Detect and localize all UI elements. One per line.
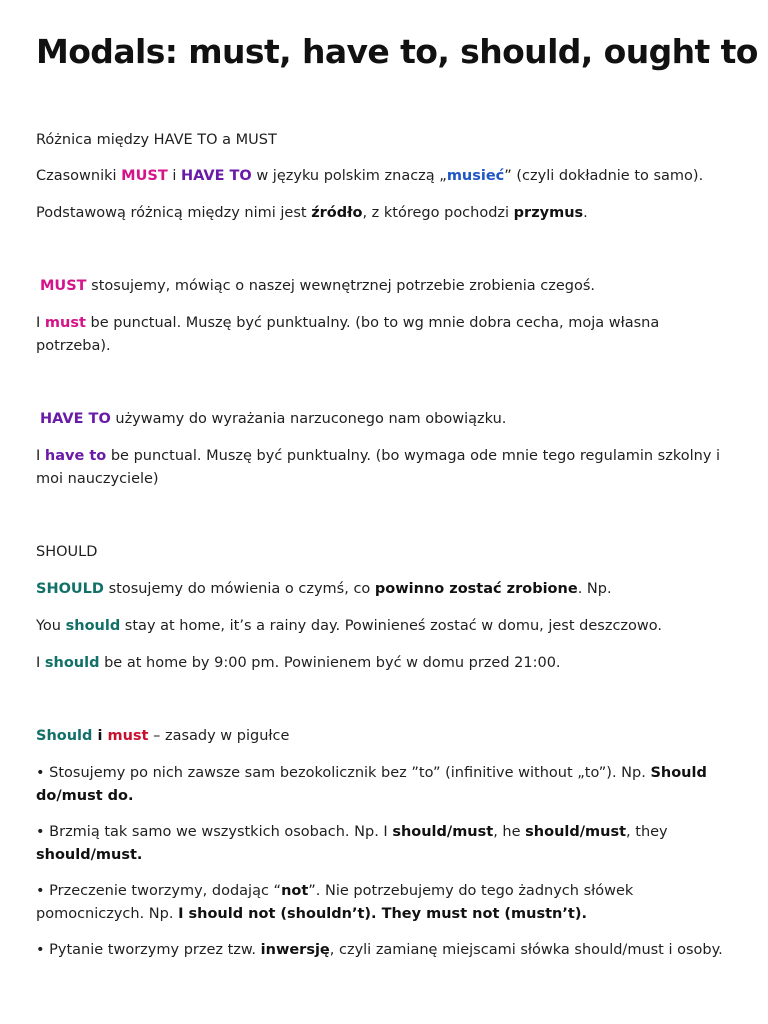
bullet-question	[36, 939, 726, 962]
keyword-must: must	[44, 315, 86, 331]
keyword-should: SHOULD	[36, 581, 104, 597]
text: be punctual. Muszę być punktualny. (bo wymaga ode mnie tego regulamin szkolny i moi nauczyciele)	[36, 448, 721, 487]
text: • Stosujemy po nich zawsze sam bezokolicznik bez ”to” (infinitive without „to”). Np.	[36, 765, 651, 781]
paragraph-difference	[36, 202, 726, 225]
text: w języku polskim znaczą „	[251, 168, 447, 184]
text: be at home by 9:00 pm. Powinienem być w domu przed 21:00.	[99, 655, 561, 671]
text: I	[36, 655, 45, 671]
keyword-have-to: have to	[44, 448, 107, 464]
text: Podstawową różnicą między nimi jest	[36, 205, 312, 221]
keyword-must: MUST	[121, 168, 168, 184]
example-should-2	[36, 652, 726, 675]
text: be punctual. Muszę być punktualny. (bo to wg mnie dobra cecha, moja własna potrzeba).	[36, 315, 660, 354]
text: I	[36, 448, 45, 464]
text: I	[36, 315, 45, 331]
text: • Pytanie tworzymy przez tzw.	[36, 942, 261, 958]
text: ” (czyli dokładnie to samo).	[504, 168, 704, 184]
keyword-should: Should	[36, 728, 93, 744]
bold-example: Should do/must do.	[36, 765, 707, 804]
text: ”. Nie potrzebujemy do tego żadnych słówek pomocniczych. Np.	[36, 883, 634, 922]
keyword-have-to: HAVE TO	[180, 168, 252, 184]
bold-example: should/must	[392, 824, 494, 840]
bold-przymus: przymus	[513, 205, 584, 221]
bold-zrodlo: źródło	[311, 205, 363, 221]
example-must	[36, 312, 726, 357]
bold-example: should/must.	[36, 846, 143, 863]
text: .	[583, 205, 588, 221]
paragraph-definition	[36, 165, 726, 188]
page-title: Modals: must, have to, should, ought to	[36, 32, 758, 71]
bullet-infinitive	[36, 762, 726, 807]
keyword-should: should	[44, 655, 100, 671]
text: i	[92, 728, 108, 744]
keyword-musiec: musieć	[446, 168, 505, 184]
text: . Np.	[577, 581, 612, 597]
keyword-must: must	[107, 728, 149, 744]
section-heading-have-to-vs-must: Różnica między HAVE TO a MUST	[36, 132, 277, 148]
paragraph-should-usage	[36, 578, 726, 601]
bold-not: not	[281, 883, 309, 899]
bold-powinno: powinno zostać zrobione	[374, 581, 578, 597]
text: , z którego pochodzi	[362, 205, 514, 221]
text: You	[36, 618, 66, 634]
text: stay at home, it’s a rainy day. Powinieneś zostać w domu, jest deszczowo.	[120, 618, 662, 634]
text: stosujemy do mówienia o czymś, co	[103, 581, 375, 597]
keyword-have-to: HAVE TO	[40, 411, 111, 427]
bold-example: I should not (shouldn’t). They must not (mustn’t).	[178, 905, 587, 922]
text: • Przeczenie tworzymy, dodając “	[36, 883, 282, 899]
text: , they	[626, 824, 668, 840]
text: stosujemy, mówiąc o naszej wewnętrznej potrzebie zrobienia czegoś.	[86, 278, 596, 294]
text: używamy do wyrażania narzuconego nam obowiązku.	[110, 411, 507, 427]
section-heading-should: SHOULD	[36, 544, 98, 560]
paragraph-must-usage	[40, 275, 730, 298]
text: , he	[493, 824, 526, 840]
text: Czasowniki	[36, 168, 122, 184]
keyword-must: MUST	[40, 278, 87, 294]
bullet-same-form	[36, 821, 726, 866]
bold-inwersje: inwersję	[260, 942, 330, 958]
example-should-1	[36, 615, 726, 638]
text: , czyli zamianę miejscami słówka should/must i osoby.	[329, 942, 723, 958]
section-heading-rules	[36, 725, 726, 748]
bold-example: should/must	[525, 824, 627, 840]
text: i	[167, 168, 181, 184]
example-have-to	[36, 445, 726, 490]
text: – zasady w pigułce	[148, 728, 290, 744]
text: • Brzmią tak samo we wszystkich osobach. Np. I	[36, 824, 393, 840]
keyword-should: should	[65, 618, 121, 634]
paragraph-have-to-usage	[40, 408, 730, 431]
bullet-negation	[36, 880, 726, 925]
